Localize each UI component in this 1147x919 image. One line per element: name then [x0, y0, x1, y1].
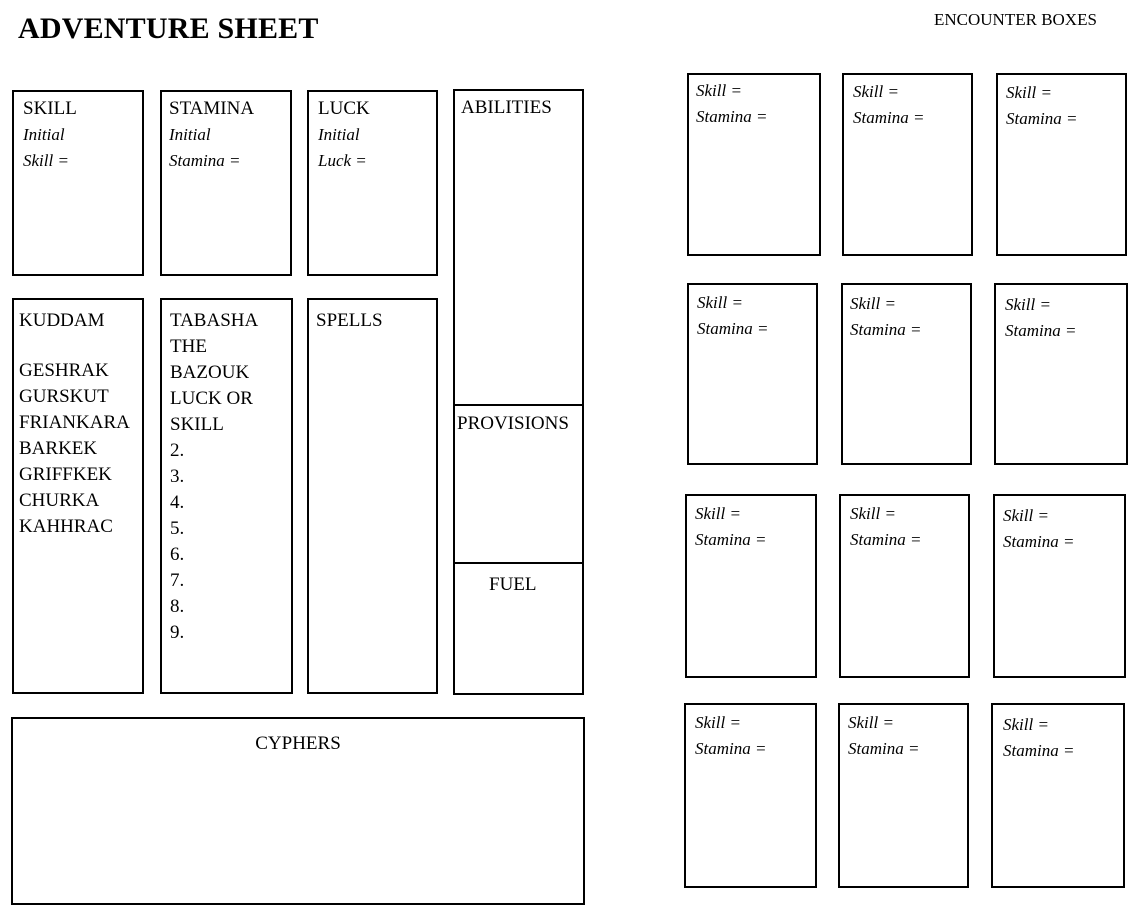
- list-item: 2.: [170, 440, 185, 461]
- list-item: 7.: [170, 570, 185, 591]
- list-item: 3.: [170, 466, 185, 487]
- list-item: SKILL: [170, 414, 224, 435]
- encounter-box[interactable]: [687, 283, 818, 465]
- encounter-box[interactable]: [841, 283, 972, 465]
- luck-label: LUCK: [318, 98, 370, 119]
- encounter-stamina-label: Stamina =: [850, 320, 922, 339]
- list-item: CHURKA: [19, 490, 100, 511]
- encounter-stamina-label: Stamina =: [1003, 532, 1075, 551]
- encounter-stamina-label: Stamina =: [695, 739, 767, 758]
- encounter-box[interactable]: [993, 494, 1126, 678]
- encounter-box[interactable]: [685, 494, 817, 678]
- encounter-box[interactable]: [996, 73, 1127, 256]
- encounter-stamina-label: Stamina =: [853, 108, 925, 127]
- list-item: 4.: [170, 492, 185, 513]
- list-item: THE: [170, 336, 207, 357]
- abilities-label: ABILITIES: [461, 97, 552, 118]
- stamina-initial-label: Initial: [169, 125, 211, 144]
- spells-box[interactable]: [307, 298, 438, 694]
- encounter-skill-label: Skill =: [850, 294, 896, 313]
- encounter-box[interactable]: [842, 73, 973, 256]
- luck-box[interactable]: [307, 90, 438, 276]
- encounter-skill-label: Skill =: [1003, 715, 1049, 734]
- list-item: BAZOUK: [170, 362, 250, 383]
- encounter-skill-label: Skill =: [853, 82, 899, 101]
- encounter-box[interactable]: [839, 494, 970, 678]
- list-item: LUCK OR: [170, 388, 253, 409]
- list-item: GURSKUT: [19, 386, 109, 407]
- skill-initial-value-label: Skill =: [23, 151, 69, 170]
- encounter-stamina-label: Stamina =: [1005, 321, 1077, 340]
- abilities-column: [453, 89, 584, 695]
- skill-box[interactable]: [12, 90, 144, 276]
- cyphers-label: CYPHERS: [255, 733, 341, 754]
- encounter-stamina-label: Stamina =: [1003, 741, 1075, 760]
- encounter-skill-label: Skill =: [848, 713, 894, 732]
- kuddam-list: [19, 358, 130, 540]
- tabasha-list: [170, 308, 258, 646]
- list-item: 5.: [170, 518, 185, 539]
- encounter-stamina-label: Stamina =: [697, 319, 769, 338]
- encounter-box[interactable]: [687, 73, 821, 256]
- abilities-box[interactable]: [455, 91, 582, 404]
- encounter-stamina-label: Stamina =: [695, 530, 767, 549]
- encounter-stamina-label: Stamina =: [848, 739, 920, 758]
- tabasha-box[interactable]: [160, 298, 293, 694]
- stamina-label: STAMINA: [169, 98, 255, 119]
- encounter-box[interactable]: [684, 703, 817, 888]
- fuel-label: FUEL: [489, 574, 537, 595]
- encounter-box[interactable]: [994, 283, 1128, 465]
- list-item: FRIANKARA: [19, 412, 130, 433]
- encounter-skill-label: Skill =: [1005, 295, 1051, 314]
- skill-label: SKILL: [23, 98, 77, 119]
- encounter-skill-label: Skill =: [695, 504, 741, 523]
- stamina-initial-value-label: Stamina =: [169, 151, 241, 170]
- luck-initial-value-label: Luck =: [318, 151, 367, 170]
- stamina-box[interactable]: [160, 90, 292, 276]
- cyphers-box[interactable]: [11, 717, 585, 905]
- luck-initial-label: Initial: [318, 125, 360, 144]
- list-item: KAHHRAC: [19, 516, 113, 537]
- encounter-box[interactable]: [838, 703, 969, 888]
- encounter-stamina-label: Stamina =: [1006, 109, 1078, 128]
- encounter-skill-label: Skill =: [1006, 83, 1052, 102]
- skill-initial-label: Initial: [23, 125, 65, 144]
- list-item: 8.: [170, 596, 185, 617]
- provisions-box[interactable]: [455, 406, 582, 562]
- list-item: 6.: [170, 544, 185, 565]
- encounter-skill-label: Skill =: [696, 81, 742, 100]
- kuddam-label: KUDDAM: [19, 310, 105, 331]
- encounter-skill-label: Skill =: [695, 713, 741, 732]
- encounter-boxes-title: ENCOUNTER BOXES: [934, 10, 1097, 29]
- kuddam-box[interactable]: [12, 298, 144, 694]
- encounter-skill-label: Skill =: [697, 293, 743, 312]
- encounter-box[interactable]: [991, 703, 1125, 888]
- list-item: 9.: [170, 622, 185, 643]
- list-item: BARKEK: [19, 438, 98, 459]
- list-item: TABASHA: [170, 310, 259, 331]
- spells-label: SPELLS: [316, 310, 383, 331]
- list-item: GESHRAK: [19, 360, 109, 381]
- list-item: GRIFFKEK: [19, 464, 112, 485]
- provisions-label: PROVISIONS: [457, 413, 569, 434]
- encounter-stamina-label: Stamina =: [850, 530, 922, 549]
- encounter-stamina-label: Stamina =: [696, 107, 768, 126]
- encounter-skill-label: Skill =: [850, 504, 896, 523]
- fuel-box[interactable]: [455, 564, 582, 693]
- encounter-skill-label: Skill =: [1003, 506, 1049, 525]
- page-title: ADVENTURE SHEET: [18, 12, 319, 45]
